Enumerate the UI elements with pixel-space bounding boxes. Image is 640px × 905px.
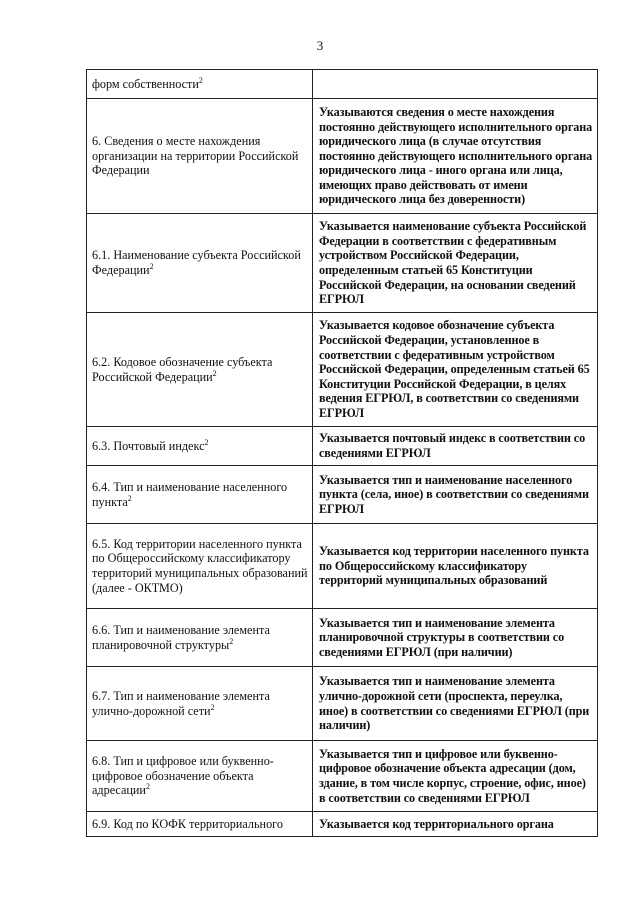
table-row [87, 214, 598, 313]
footnote-marker: 2 [145, 782, 150, 792]
field-name: 6.6. Тип и наименование элемента планировочной структуры [92, 622, 270, 652]
table-row [87, 524, 598, 609]
field-name-cell [87, 427, 313, 466]
field-description: Указывается код территориального органа [319, 816, 554, 831]
field-name-cell [87, 214, 313, 313]
footnote-marker: 2 [149, 262, 154, 271]
field-description-cell [313, 466, 598, 524]
field-name-cell [87, 70, 313, 99]
field-name: 6.7. Тип и наименование элемента улично-дорожной сети [92, 688, 270, 718]
field-name: 6.1. Наименование субъекта Российской Федерации [92, 248, 301, 277]
field-description-cell [313, 812, 598, 837]
footnote-marker: 2 [229, 636, 234, 646]
field-description-cell [313, 609, 598, 667]
field-name: 6.3. Почтовый индекс [92, 438, 205, 453]
table-row [87, 313, 598, 427]
field-description: Указывается тип и наименование населенного пункта (села, иное) в соответствии со сведениями ЕГРЮЛ [319, 472, 589, 516]
field-name-cell [87, 313, 313, 427]
table-row [87, 812, 598, 837]
field-description: Указывается тип и наименование элемента улично-дорожной сети (проспекта, переулка, иное) в соответствии со сведениями ЕГРЮЛ (при наличии) [319, 674, 590, 733]
field-description: Указываются сведения о месте нахождения постоянно действующего исполнительного органа юридического лица (в случае отсутствия постоянно действующего исполнительного органа юридического лица - иного органа или лица, имеющих право действовать от имени юридического лица без доверенности) [319, 104, 593, 207]
field-description-cell [313, 214, 598, 313]
footnote-marker: 2 [204, 437, 209, 447]
field-name: 6.5. Код территории населенного пункта по Общероссийскому классификатору территорий муниципальных образований (далее - ОКТМО) [92, 536, 308, 595]
field-name-cell [87, 466, 313, 524]
field-description-cell [313, 99, 598, 214]
field-name-cell [87, 812, 313, 837]
field-name: 6.8. Тип и цифровое или буквенно-цифровое обозначение объекта адресации [92, 754, 274, 798]
field-name-cell [87, 741, 313, 812]
footnote-marker: 2 [198, 75, 203, 85]
field-description-cell [313, 70, 598, 99]
field-description: Указывается тип и наименование элемента планировочной структуры в соответствии со сведениями ЕГРЮЛ (при наличии) [319, 615, 565, 659]
requirements-table [86, 69, 598, 837]
field-name: форм собственности [92, 76, 199, 91]
table-row [87, 99, 598, 214]
field-name: 6. Сведения о месте нахождения организации на территории Российской Федерации [92, 134, 299, 178]
footnote-marker: 2 [210, 702, 215, 712]
footnote-marker: 2 [127, 493, 132, 503]
field-description-cell [313, 313, 598, 427]
footnote-marker: 2 [212, 368, 217, 378]
table-row [87, 667, 598, 741]
field-description-cell [313, 741, 598, 812]
field-name: 6.4. Тип и наименование населенного пункта [92, 479, 288, 509]
field-description-cell [313, 667, 598, 741]
field-name-cell [87, 667, 313, 741]
table-row [87, 741, 598, 812]
field-name: 6.2. Кодовое обозначение субъекта Российской Федерации [92, 354, 273, 384]
field-description-cell [313, 427, 598, 466]
field-description: Указывается почтовый индекс в соответствии со сведениями ЕГРЮЛ [319, 431, 586, 460]
field-description-cell [313, 524, 598, 609]
field-name-cell [87, 609, 313, 667]
field-name-cell [87, 524, 313, 609]
page-number: 3 [316, 38, 324, 53]
field-description: Указывается наименование субъекта Российской Федерации в соответствии с федеративным устройством Российской Федерации, определенным статьей 65 Конституции Российской Федерации, на основании сведений ЕГРЮЛ [319, 219, 587, 307]
table-row [87, 466, 598, 524]
field-description: Указывается кодовое обозначение субъекта Российской Федерации, установленное в соответствии с федеративным устройством Российской Федерации, определенным статьей 65 Конституции Российской Федерации, в целях ведения ЕГРЮЛ, в соответствии со сведениями ЕГРЮЛ [319, 318, 590, 420]
field-description: Указывается тип и цифровое или буквенно-цифровое обозначение объекта адресации (дом, здание, в том числе корпус, строение, офис, иное) в соответствии со сведениями ЕГРЮЛ [319, 746, 586, 805]
table-row [87, 70, 598, 99]
field-name-cell [87, 99, 313, 214]
field-description: Указывается код территории населенного пункта по Общероссийскому классификатору территорий муниципальных образований [319, 544, 589, 588]
field-name: 6.9. Код по КОФК территориального [92, 816, 283, 831]
table-row [87, 427, 598, 466]
table-row [87, 609, 598, 667]
